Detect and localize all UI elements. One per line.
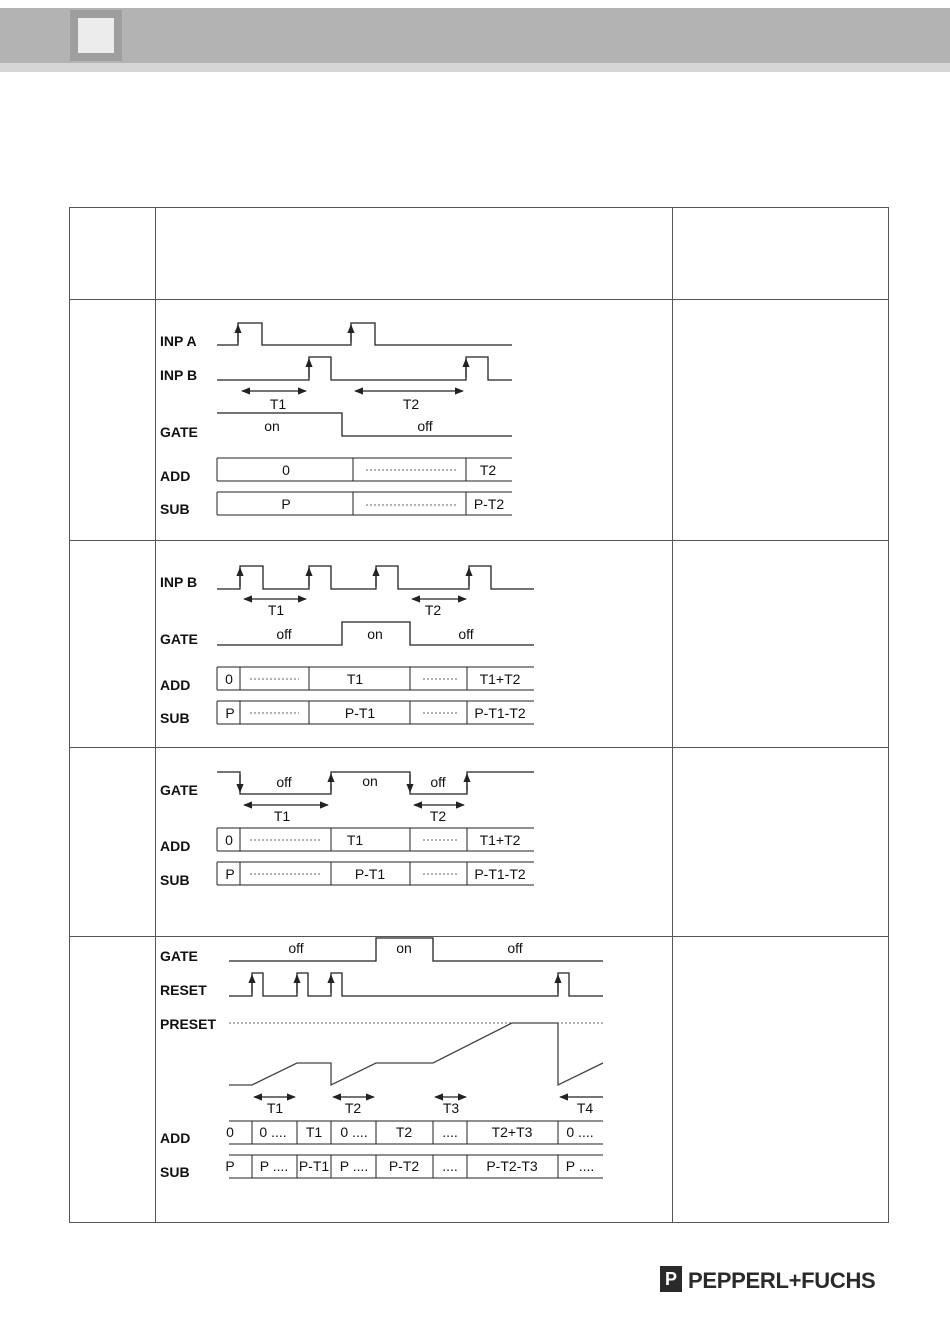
- timing-diagram-4: [229, 938, 603, 1178]
- timing-label: T3: [442, 1100, 460, 1116]
- inp-b-waveform: [217, 357, 512, 380]
- brand-mark: P: [660, 1266, 682, 1292]
- gate-waveform: [217, 413, 512, 436]
- sub-value: P: [225, 1158, 235, 1174]
- add-value: T1+T2: [479, 832, 521, 848]
- inp-a-waveform: [217, 323, 512, 345]
- add-value: ....: [442, 1124, 458, 1140]
- add-value: 0 ....: [340, 1124, 368, 1140]
- gate-state: on: [264, 418, 280, 434]
- gate-state: off: [288, 940, 304, 956]
- sub-value: P-T1-T2: [474, 866, 526, 882]
- sub-value: P-T1: [344, 705, 376, 721]
- add-value: T2: [479, 462, 497, 478]
- counter-curve: [229, 1023, 603, 1085]
- add-value: 0 ....: [259, 1124, 287, 1140]
- sub-value: P-T1-T2: [474, 705, 526, 721]
- signal-label: GATE: [160, 631, 198, 647]
- sub-value: P ....: [339, 1158, 369, 1174]
- signal-label: INP B: [160, 574, 198, 590]
- timing-label: T2: [402, 396, 420, 412]
- timing-label: T1: [269, 396, 287, 412]
- gate-state: off: [276, 774, 292, 790]
- timing-label: T1: [267, 602, 285, 618]
- signal-label: SUB: [160, 1164, 190, 1180]
- signal-label: GATE: [160, 782, 198, 798]
- sub-value: P ....: [259, 1158, 289, 1174]
- sub-value: P-T1: [354, 866, 386, 882]
- timing-label: T1: [266, 1100, 284, 1116]
- sub-value: P-T1: [298, 1158, 330, 1174]
- signal-label: INP B: [160, 367, 198, 383]
- gate-waveform: [229, 938, 603, 961]
- gate-state: on: [362, 773, 378, 789]
- sub-value: P-T2: [473, 496, 505, 512]
- add-value: T1: [305, 1124, 323, 1140]
- gate-state: off: [417, 418, 433, 434]
- signal-label: INP A: [160, 333, 197, 349]
- gate-state: off: [276, 626, 292, 642]
- timing-label: T2: [424, 602, 442, 618]
- add-value: T1+T2: [479, 671, 521, 687]
- gate-state: on: [367, 626, 383, 642]
- add-value: T2: [395, 1124, 413, 1140]
- sub-value: P-T2-T3: [486, 1158, 538, 1174]
- signal-label: SUB: [160, 872, 190, 888]
- add-value: 0: [282, 462, 290, 478]
- gate-state: off: [458, 626, 474, 642]
- signal-label: SUB: [160, 710, 190, 726]
- sub-value: P: [281, 496, 291, 512]
- add-value: T2+T3: [491, 1124, 533, 1140]
- reset-waveform: [229, 973, 603, 996]
- signal-label: ADD: [160, 838, 191, 854]
- add-value: 0 ....: [566, 1124, 594, 1140]
- gate-state: off: [430, 774, 446, 790]
- sub-value: P ....: [565, 1158, 595, 1174]
- signal-label: ADD: [160, 1130, 191, 1146]
- gate-state: on: [396, 940, 412, 956]
- signal-label: GATE: [160, 424, 198, 440]
- sub-value: P: [225, 705, 235, 721]
- timing-diagram-1: [217, 323, 512, 515]
- timing-label: T4: [576, 1100, 594, 1116]
- timing-label: T1: [273, 808, 291, 824]
- add-value: T1: [346, 671, 364, 687]
- add-value: 0: [225, 832, 233, 848]
- signal-label: ADD: [160, 677, 191, 693]
- sub-value: P-T2: [388, 1158, 420, 1174]
- signal-label: GATE: [160, 948, 198, 964]
- add-value: T1: [346, 832, 364, 848]
- timing-label: T2: [429, 808, 447, 824]
- signal-label: SUB: [160, 501, 190, 517]
- add-value: 0: [225, 671, 233, 687]
- signal-label: RESET: [160, 982, 207, 998]
- signal-label: PRESET: [160, 1016, 217, 1032]
- timing-diagram-2: [217, 566, 534, 724]
- timing-label: T2: [344, 1100, 362, 1116]
- gate-state: off: [507, 940, 523, 956]
- add-value: 0: [226, 1124, 234, 1140]
- sub-value: P: [225, 866, 235, 882]
- brand-name: PEPPERL+FUCHS: [688, 1268, 876, 1293]
- sub-value: ....: [442, 1158, 458, 1174]
- signal-label: ADD: [160, 468, 191, 484]
